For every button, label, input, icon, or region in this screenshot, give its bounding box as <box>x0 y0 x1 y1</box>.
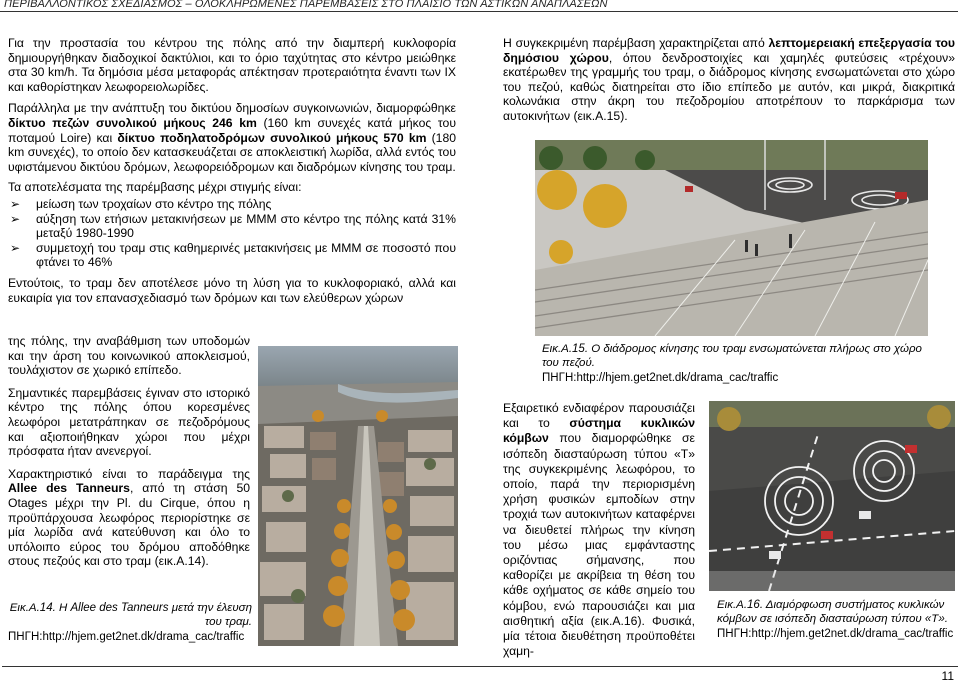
left-paragraph-3b: της πόλης, την αναβάθμιση των υποδομών και την άρση του κοινωνικού αποκλεισμού, τουλάχιστον σε χωρικό επίπεδο. <box>8 334 250 378</box>
caption-15: Εικ.Α.15. Ο διάδρομος κίνησης του τραμ ενσωματώνεται πλήρως στο χώρο του πεζού. <box>542 343 922 369</box>
footer-rule <box>2 666 958 667</box>
header-rule <box>0 11 958 12</box>
aerial-city-photo <box>258 346 458 646</box>
left-narrow-column <box>8 334 250 569</box>
right-paragraph-1: Η συγκεκριμένη παρέμβαση χαρακτηρίζεται από λεπτομερειακή επεξεργασία του δημόσιου χώρου, όπου δενδροστοιχίες και χαμηλές φυτεύσεις «τρέχουν» εκατέρωθεν της γραμμής του τραμ, ο διάδρομος κίνησης ενσωματώνεται στο χώρο του πεζού, καθώς διατηρείται στο ίδιο επίπεδο με αυτόν, και μικρά, διακριτικά κολωνάκια στην άκρη του πεζοδρομίου αποτρέπουν το παρκάρισμα των αυτοκινήτων (εικ.Α.15). <box>503 36 955 123</box>
header-title: ΠΕΡΙΒΑΛΛΟΝΤΙΚΟΣ ΣΧΕΔΙΑΣΜΟΣ – ΟΛΟΚΛΗΡΩΜΕΝΕΣ ΠΑΡΕΜΒΑΣΕΙΣ ΣΤΟ ΠΛΑΙΣΙΟ ΤΩΝ ΑΣΤΙΚΩΝ ΑΝΑΠΛΑΣΕΩΝ <box>4 0 608 10</box>
figure-15-caption <box>542 343 928 386</box>
list-item: ➢ μείωση των τροχαίων στο κέντρο της πόλης <box>8 197 456 212</box>
caption-16: Εικ.Α.16. Διαμόρφωση συστήματος κυκλικών κόμβων σε ισόπεδη διασταύρωση τύπου «Τ». <box>717 599 948 625</box>
source-15: ΠΗΓΗ:http://hjem.get2net.dk/drama_cac/traffic <box>542 372 779 385</box>
roundabout-photo <box>709 401 955 591</box>
source-16: ΠΗΓΗ:http://hjem.get2net.dk/drama_cac/traffic <box>717 628 954 641</box>
caption-14: Εικ.Α.14. Η Allee des Tanneurs μετά την έλευση του τραμ. <box>9 602 252 628</box>
figure-16-caption <box>717 599 955 642</box>
list-item: ➢ αύξηση των ετήσιων μετακινήσεων με ΜΜΜ στο κέντρο της πόλης κατά 31% μεταξύ 1980-1990 <box>8 212 456 241</box>
results-intro: Τα αποτελέσματα της παρέμβασης μέχρι στιγμής είναι: <box>8 180 302 195</box>
left-paragraph-2: Παράλληλα με την ανάπτυξη του δικτύου δημοσίων συγκοινωνιών, διαμορφώθηκε δίκτυο πεζών συνολικού μήκους 246 km (160 km συνεχές κατά μήκος του ποταμού Loire) και δίκτυο ποδηλατοδρόμων συνολικού μήκους 570 km (180 km συνεχές), το οποίο δεν κατασκευάζεται σε αποκλειστική λωρίδα, αλλά εντός του υφιστάμενου δικτύου δρόμων, λεωφορειόδρομων και διαδρόμων κίνησης του τραμ. <box>8 101 457 174</box>
left-paragraph-1: Για την προστασία του κέντρου της πόλης από την διαμπερή κυκλοφορία δημιουργήθηκαν διαδοχικοί δακτύλιοι, και το όριο ταχύτητας στο κέντρο μειώθηκε στα 30 km/h. Τα δημόσια μέσα μεταφοράς απέκτησαν προτεραιότητα έναντι των ΙΧ και καθορίστηκαν λεωφορειολωρίδες. <box>8 36 456 94</box>
left-column <box>8 36 456 305</box>
right-paragraph-2: Εξαιρετικό ενδιαφέρον παρουσιάζει και το σύστημα κυκλικών κόμβων που διαμορφώθηκε σε ισόπεδη διασταύρωση τύπου «Τ» της συγκεκριμένης λεωφόρου, το οποίο, παρά την περιορισμένη χρήση φυσικών εμποδίων στην τροχιά των αυτοκινήτων καταφέρνει να διευθετεί πλήρως την κίνηση του μέσω μιας εμφάνταστης οριζόντιας σήμανσης, που καθορίζει με ακρίβεια τη θέση του κάθε οχήματος σε κάθε σημείο του κόμβου, ενώ παρουσιάζει και μια αισθητική αξία (εικ.Α.16). Φυσικά, μία τέτοια διευθέτηση προϋποθέτει χαμη- <box>503 401 695 659</box>
tram-corridor-photo <box>535 140 928 336</box>
list-item: ➢ συμμετοχή του τραμ στις καθημερινές μετακινήσεις με ΜΜΜ σε ποσοστό που φτάνει το 46% <box>8 241 456 270</box>
right-narrow-column <box>503 401 695 659</box>
figure-14-caption <box>8 602 252 645</box>
right-column-top <box>503 36 955 124</box>
page-number: 11 <box>941 669 954 683</box>
left-paragraph-4: Σημαντικές παρεμβάσεις έγιναν στο ιστορικό κέντρο της πόλης όπου κορεσμένες λεωφόροι μετατράπηκαν σε πεζοδρόμους και αξιοποιήθηκαν χώροι που μέχρι πρόσφατα ήταν ανενεργοί. <box>8 385 250 459</box>
left-paragraph-3a: Εντούτοις, το τραμ δεν αποτέλεσε μόνο τη λύση για το κυκλοφοριακό, αλλά και ευκαιρία για τον επανασχεδιασμό των δρόμων και των ελεύθερων χώρων <box>8 275 456 305</box>
results-list <box>8 197 456 270</box>
running-header <box>0 0 960 12</box>
left-paragraph-5: Χαρακτηριστικό είναι το παράδειγμα της Allee des Tanneurs, από τη στάση 50 Otages μέχρι την Pl. du Cirque, όπου η προϋπάρχουσα λεωφόρος περιορίστηκε σε μία λωρίδα ανά κατεύθυνση και όλο το υπόλοιπο εύρος του δρόμου αποδόθηκε στους πεζούς και στο τραμ (εικ.Α.14). <box>8 466 250 569</box>
source-14: ΠΗΓΗ:http://hjem.get2net.dk/drama_cac/traffic <box>8 631 245 644</box>
